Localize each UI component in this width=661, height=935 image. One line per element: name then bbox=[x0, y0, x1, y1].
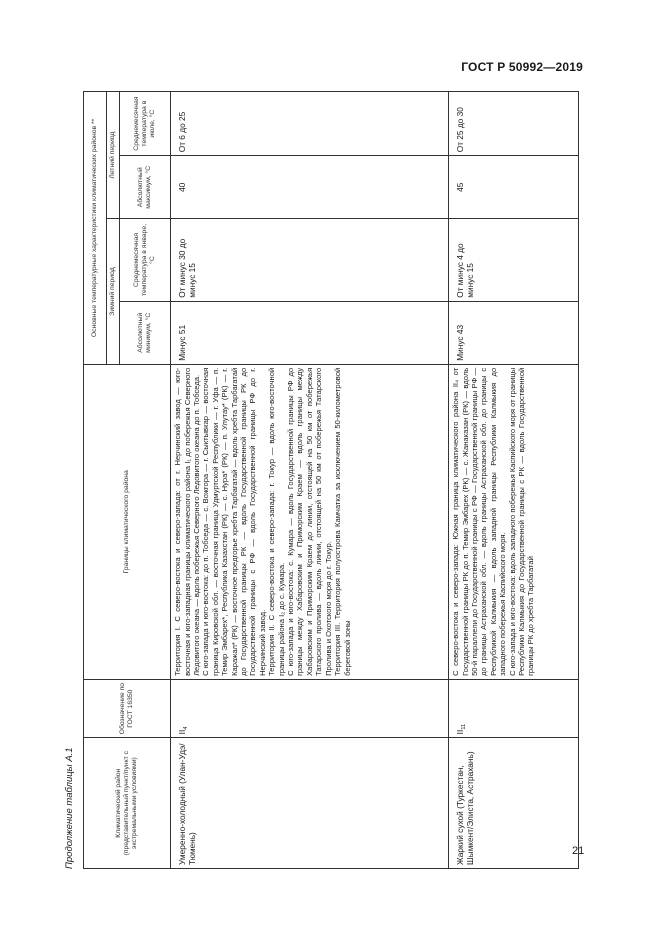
borders-paragraph: С юго-запада и юго-востока: вдоль западного побережья Каспийского моря от границы Республики Калмыкия до Государственной границы с РК — вдоль Государственной границы РК до хребта Тарбагатай bbox=[507, 367, 536, 676]
header-code: Обозначение по ГОСТ 16350 bbox=[84, 679, 171, 737]
table-row bbox=[449, 92, 579, 869]
page-number: 21 bbox=[572, 845, 585, 857]
header-summer-max: Абсолютный максимум, °С bbox=[120, 156, 171, 219]
summer-avg-value: От 6 до 25 bbox=[171, 92, 449, 156]
standard-header: ГОСТ Р 50992—2019 bbox=[461, 60, 583, 74]
header-summer-avg: Среднемесячная температура в июле, °С bbox=[120, 92, 171, 156]
region-code-main: II bbox=[455, 729, 466, 735]
winter-avg-value: От минус 30 до минус 15 bbox=[171, 219, 449, 302]
borders-paragraph: Территория III. Территория полуострова Камчатка за исключением 50-километровой береговой зоны bbox=[333, 367, 352, 676]
summer-max-value: 40 bbox=[171, 156, 449, 219]
region-code-main: II bbox=[177, 729, 188, 735]
header-winter-min: Абсолютный минимум, °С bbox=[120, 301, 171, 364]
summer-avg-value: От 25 до 30 bbox=[449, 92, 579, 156]
borders-paragraph: С юго-запада и юго-востока: с. Кумара — вдоль Государственной границы РФ до границы между Хабаровским и Приморским Краем — вдоль границы между Хабаровским и Приморским Краем до линии, отстоящей на 50 км от побережья Татарского пролива — вдоль линии, отстоящей на 50 км от побережья Татарского Пролива и Охотского моря до г. Токур. bbox=[286, 367, 333, 676]
header-winter-period: Зимний период bbox=[107, 219, 120, 365]
header-winter-avg: Среднемесячная температура в январе, °С bbox=[120, 219, 171, 302]
region-code bbox=[449, 679, 579, 737]
header-summer-period: Летний период bbox=[107, 92, 120, 219]
header-temperature-group: Основные температурные характеристики климатических районов ** bbox=[84, 92, 107, 365]
region-name: Жаркий сухой (Туркестан, Шымкент/Элиста, Астрахань) bbox=[449, 738, 579, 869]
header-borders: Границы климатического района bbox=[84, 364, 171, 679]
region-code-sub: 4 bbox=[183, 726, 190, 730]
region-code bbox=[171, 679, 449, 737]
region-name: Умеренно-холодный (Улан-Удэ/Тюмень) bbox=[171, 738, 449, 869]
region-code-sub: 11 bbox=[461, 723, 468, 730]
winter-avg-value: От минус 4 до минус 15 bbox=[449, 219, 579, 302]
borders-paragraph: С юго-запада и юго-востока: до п. Тобседа — с. Вожгора — г. Сыктывкар — восточная граница Кировской обл. — восточная граница Удмуртской Республики — г. Уфа — п. Темир Эмбарех*, Республика Казахстан (РК) — с. Нура* (РК) — п. Улутау* (РК) — г. Каражал* (РК) — восточное предгорье хребта Тарбагатай — вдоль хребта Тарбагатай до Государственной границы РК — вдоль Государственной границы РК до Государственной границы с РФ — вдоль Государственной границы РФ до г. Нерчинский завод. bbox=[201, 367, 267, 676]
region-borders bbox=[171, 364, 449, 679]
summer-max-value: 45 bbox=[449, 156, 579, 219]
table-row bbox=[171, 92, 449, 869]
table-continuation-label: Продолжение таблицы А.1 bbox=[64, 747, 75, 869]
borders-paragraph: С северо-востока и северо-запада: Южная граница климатического района II₄ от Государственной границы РК до п. Темир Эмбарех (РК) — с. Жанаказан (РК) — вдоль 50-й параллели до Государственной границы с РФ — Государственной границы РФ — до границы Астраханской обл. — вдоль границы Астраханской обл. до границы с Республикой Калмыкия — вдоль западной границы Республики Калмыкия до западного побережья Каспийского моря. bbox=[451, 367, 508, 676]
borders-paragraph: Территория I. С северо-востока и северо-запада: от г. Нерчинский завод — юго-восточная и юго-западная границы климатического района I₁ до побережья Северного Ледовитого океана — вдоль побережья Северного Ледовитого океана до п. Тобседа. bbox=[173, 367, 202, 676]
header-region: Климатический район (представительный пункт/пункт с экстремальными условиями) bbox=[84, 738, 171, 869]
region-borders bbox=[449, 364, 579, 679]
winter-min-value: Минус 51 bbox=[171, 301, 449, 364]
climate-regions-table bbox=[83, 91, 579, 869]
winter-min-value: Минус 43 bbox=[449, 301, 579, 364]
borders-paragraph: Территория II. С северо-востока и северо-запада: г. Токур — вдоль юго-восточной границы района I₂ до с. Кумара. bbox=[267, 367, 286, 676]
rotated-table-page bbox=[64, 91, 596, 869]
